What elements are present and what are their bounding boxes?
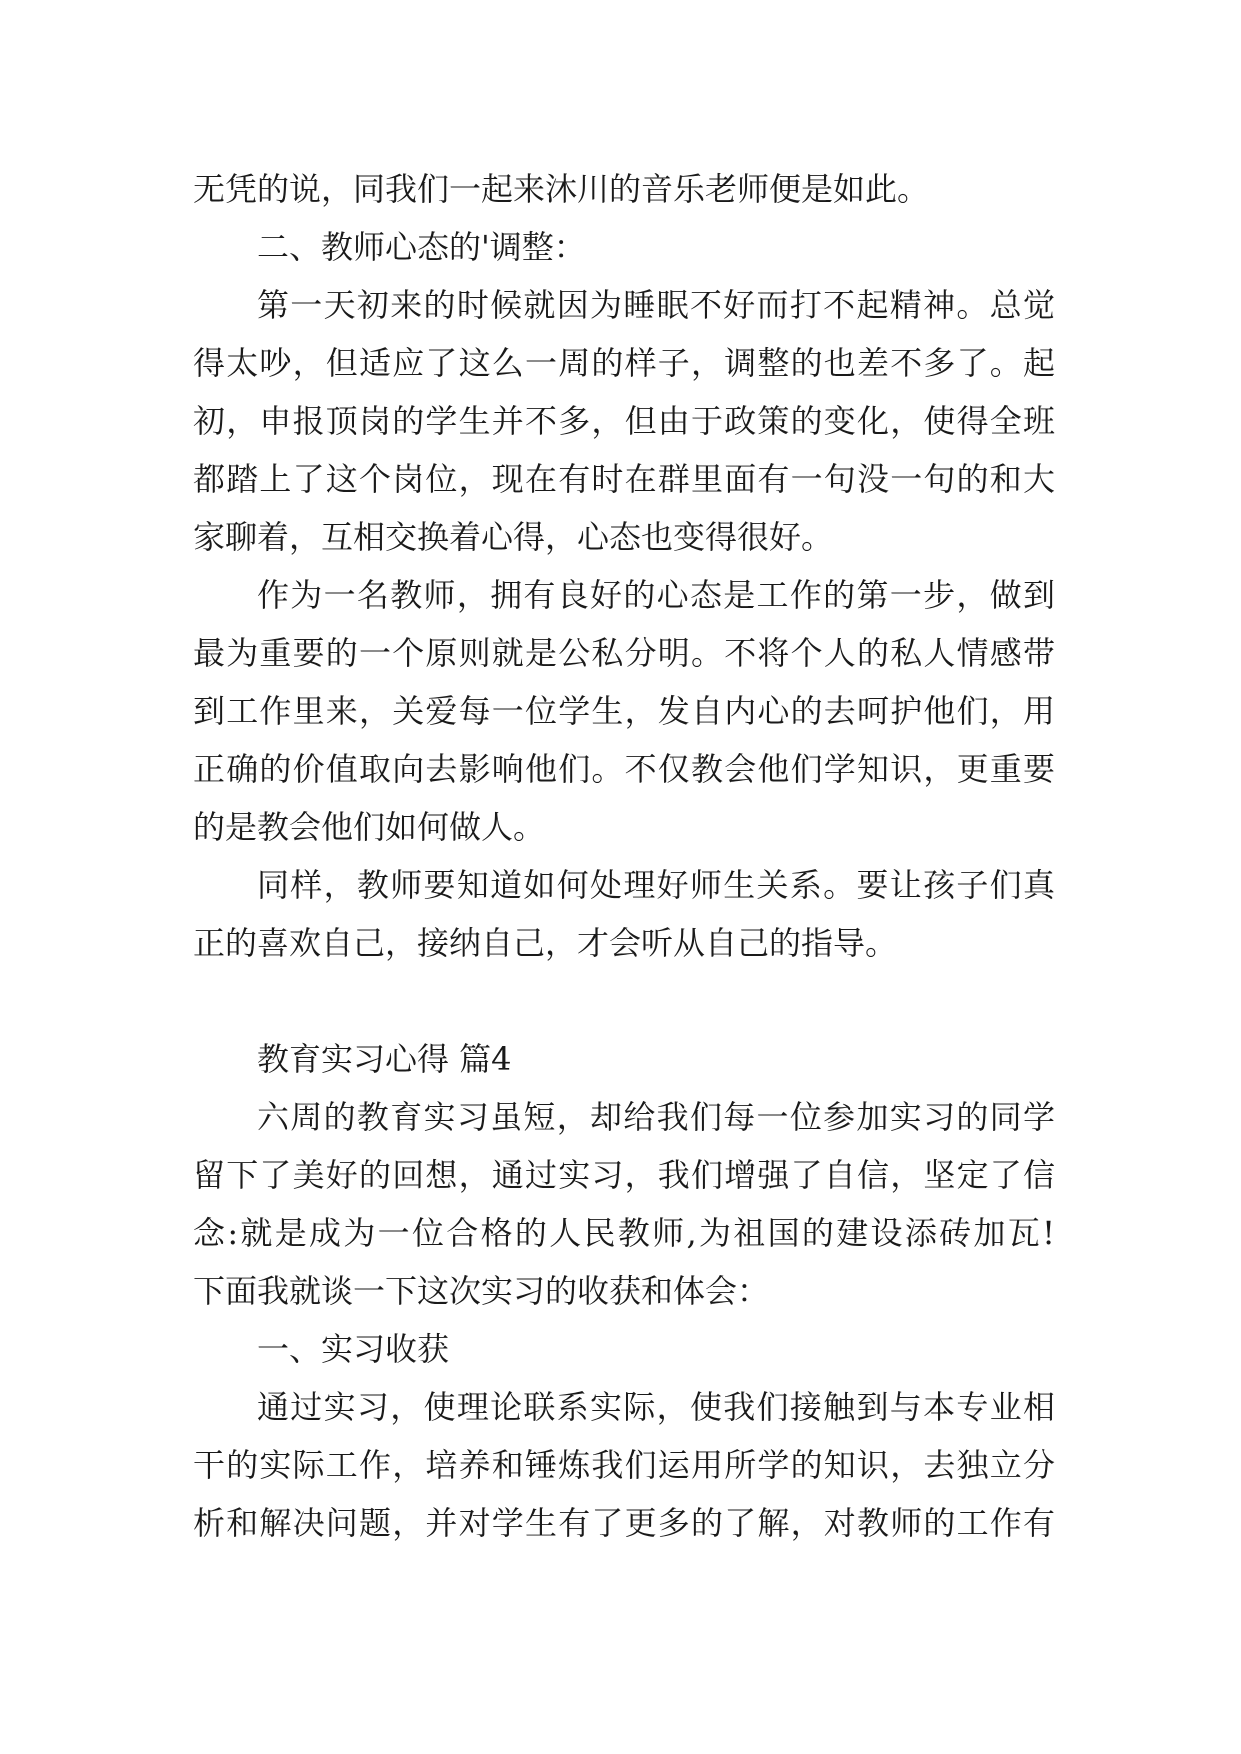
document-body xyxy=(193,160,1055,1552)
paragraph-line: 通过实习，使理论联系实际，使我们接触到与本专业相 xyxy=(257,1388,1055,1426)
paragraph-line: 家聊着，互相交换着心得，心态也变得很好。 xyxy=(193,518,834,556)
paragraph-line: 的是教会他们如何做人。 xyxy=(193,808,546,846)
paragraph-line: 最为重要的一个原则就是公私分明。不将个人的私人情感带 xyxy=(193,634,1055,672)
paragraph-line: 念:就是成为一位合格的人民教师,为祖国的建设添砖加瓦! xyxy=(193,1214,1055,1252)
paragraph-line: 无凭的说，同我们一起来沐川的音乐老师便是如此。 xyxy=(193,170,930,208)
paragraph-line: 正确的价值取向去影响他们。不仅教会他们学知识，更重要 xyxy=(193,750,1055,788)
paragraph-line: 第一天初来的时候就因为睡眠不好而打不起精神。总觉 xyxy=(257,286,1055,324)
paragraph-line: 都踏上了这个岗位，现在有时在群里面有一句没一句的和大 xyxy=(193,460,1055,498)
section-title: 教育实习心得 篇4 xyxy=(257,1040,512,1078)
paragraph-line: 析和解决问题，并对学生有了更多的了解，对教师的工作有 xyxy=(193,1504,1055,1542)
paragraph-line: 正的喜欢自己，接纳自己，才会听从自己的指导。 xyxy=(193,924,898,962)
paragraph-line: 留下了美好的回想，通过实习，我们增强了自信，坚定了信 xyxy=(193,1156,1055,1194)
paragraph-line: 作为一名教师，拥有良好的心态是工作的第一步，做到 xyxy=(257,576,1055,614)
paragraph-line: 初，申报顶岗的学生并不多，但由于政策的变化，使得全班 xyxy=(193,402,1055,440)
subheading-attitude: 二、教师心态的'调整： xyxy=(257,228,586,266)
paragraph-line: 下面我就谈一下这次实习的收获和体会： xyxy=(193,1272,770,1310)
paragraph-line: 得太吵，但适应了这么一周的样子，调整的也差不多了。起 xyxy=(193,344,1055,382)
paragraph-line: 六周的教育实习虽短，却给我们每一位参加实习的同学 xyxy=(257,1098,1055,1136)
paragraph-line: 干的实际工作，培养和锤炼我们运用所学的知识，去独立分 xyxy=(193,1446,1055,1484)
subheading-gains: 一、实习收获 xyxy=(257,1330,450,1368)
paragraph-line: 同样，教师要知道如何处理好师生关系。要让孩子们真 xyxy=(257,866,1055,904)
paragraph-line: 到工作里来，关爱每一位学生，发自内心的去呵护他们，用 xyxy=(193,692,1055,730)
section-gap xyxy=(193,972,1055,1030)
